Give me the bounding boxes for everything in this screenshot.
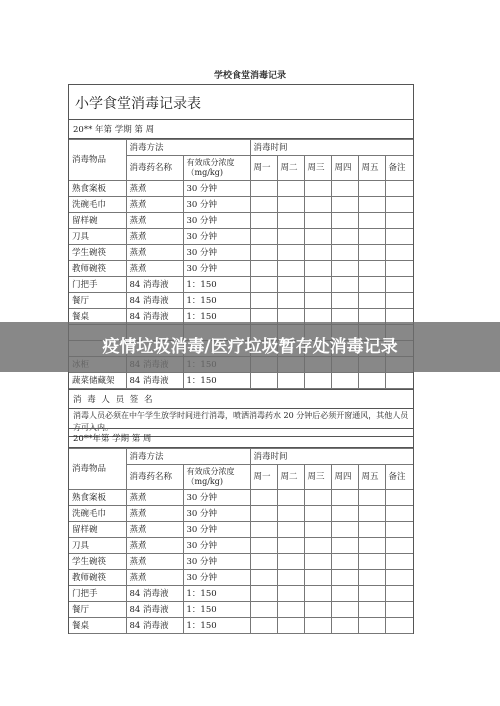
header-method: 消毒方法 [126,140,250,156]
day-cell [385,181,413,197]
agent-cell: 蒸煮 [126,538,183,554]
day-cell [277,213,304,229]
day-cell [304,570,331,586]
day-cell [304,213,331,229]
table-row [69,570,413,586]
item-cell: 熟食案板 [69,490,126,506]
item-cell: 洗碗毛巾 [69,506,126,522]
header-agent: 消毒药名称 [126,156,183,181]
day-cell [304,181,331,197]
disinfection-sheet-1 [68,84,414,437]
day-cell [304,554,331,570]
day-cell [277,261,304,277]
header-day: 周一 [250,156,277,181]
day-cell [331,245,358,261]
agent-cell: 蒸煮 [126,261,183,277]
header-concentration: 有效成分浓度（mg/kg) [183,465,250,490]
item-cell: 餐厅 [69,293,126,309]
agent-cell: 蒸煮 [126,181,183,197]
agent-cell: 蒸煮 [126,554,183,570]
header-day: 周五 [358,465,385,490]
day-cell [331,261,358,277]
agent-cell: 84 消毒液 [126,586,183,602]
day-cell [385,554,413,570]
disinfection-note: 消毒人员必须在中午学生放学时间进行消毒，喷洒消毒药水 20 分钟后必须开窗通风，其他人员方可入内。 [73,411,409,432]
value-cell: 1：150 [183,309,250,325]
day-cell [250,522,277,538]
day-cell [385,506,413,522]
day-cell [304,245,331,261]
table-row [69,261,413,277]
day-cell [331,538,358,554]
header-item: 消毒物品 [69,140,126,181]
disinfection-sheet-2 [68,428,414,634]
item-cell: 教师碗筷 [69,261,126,277]
day-cell [304,373,331,389]
watermark-banner [0,322,500,372]
day-cell [250,586,277,602]
week-line: 20**年第 学期 第 周 [69,429,413,448]
value-cell: 30 分钟 [183,522,250,538]
day-cell [385,602,413,618]
day-cell [358,213,385,229]
table-row [69,586,413,602]
value-cell: 1：150 [183,618,250,634]
agent-cell: 蒸煮 [126,522,183,538]
day-cell [385,490,413,506]
day-cell [277,293,304,309]
day-cell [331,618,358,634]
header-day: 周四 [331,156,358,181]
header-time: 消毒时间 [250,140,413,156]
day-cell [358,522,385,538]
item-cell: 餐厅 [69,602,126,618]
agent-cell: 蒸煮 [126,213,183,229]
table-row [69,522,413,538]
day-cell [250,261,277,277]
day-cell [277,229,304,245]
day-cell [358,602,385,618]
day-cell [250,554,277,570]
agent-cell: 84 消毒液 [126,293,183,309]
day-cell [331,277,358,293]
day-cell [277,197,304,213]
value-cell: 30 分钟 [183,554,250,570]
day-cell [331,197,358,213]
day-cell [304,197,331,213]
header-concentration: 有效成分浓度（mg/kg) [183,156,250,181]
day-cell [358,293,385,309]
day-cell [358,554,385,570]
value-cell: 30 分钟 [183,261,250,277]
day-cell [304,261,331,277]
day-cell [331,181,358,197]
agent-cell: 84 消毒液 [126,618,183,634]
banner-text: 疫情垃圾消毒/医疗垃圾暂存处消毒记录 [102,337,398,357]
table-row [69,245,413,261]
day-cell [358,618,385,634]
agent-cell: 84 消毒液 [126,309,183,325]
day-cell [277,373,304,389]
value-cell: 1：150 [183,373,250,389]
day-cell [250,373,277,389]
day-cell [277,570,304,586]
day-cell [277,554,304,570]
day-cell [358,538,385,554]
day-cell [331,570,358,586]
table-row [69,181,413,197]
day-cell [250,245,277,261]
day-cell [250,602,277,618]
table-row [69,506,413,522]
day-cell [250,229,277,245]
day-cell [331,373,358,389]
day-cell [277,277,304,293]
item-cell: 学生碗筷 [69,245,126,261]
week-line: 20** 年第 学期 第 周 [69,120,413,139]
value-cell: 30 分钟 [183,506,250,522]
agent-cell: 84 消毒液 [126,373,183,389]
item-cell: 餐桌 [69,309,126,325]
value-cell: 30 分钟 [183,181,250,197]
header-remark: 备注 [385,156,413,181]
day-cell [250,490,277,506]
day-cell [250,213,277,229]
day-cell [277,506,304,522]
table-row [69,602,413,618]
agent-cell: 蒸煮 [126,490,183,506]
day-cell [385,277,413,293]
value-cell: 1：150 [183,586,250,602]
agent-cell: 84 消毒液 [126,602,183,618]
day-cell [331,229,358,245]
item-cell: 教师碗筷 [69,570,126,586]
table-row [69,229,413,245]
day-cell [331,490,358,506]
table-row [69,490,413,506]
day-cell [250,197,277,213]
value-cell: 30 分钟 [183,538,250,554]
item-cell: 刀具 [69,538,126,554]
day-cell [304,618,331,634]
header-agent: 消毒药名称 [126,465,183,490]
agent-cell: 蒸煮 [126,229,183,245]
day-cell [358,197,385,213]
item-cell: 餐桌 [69,618,126,634]
day-cell [385,522,413,538]
table-row [69,277,413,293]
item-cell: 学生碗筷 [69,554,126,570]
day-cell [385,197,413,213]
item-cell: 门把手 [69,586,126,602]
day-cell [358,570,385,586]
value-cell: 1：150 [183,293,250,309]
day-cell [277,538,304,554]
day-cell [385,245,413,261]
header-time: 消毒时间 [250,449,413,465]
item-cell: 留样碗 [69,522,126,538]
table-row [69,618,413,634]
day-cell [358,277,385,293]
item-cell: 留样碗 [69,213,126,229]
day-cell [358,229,385,245]
day-cell [385,261,413,277]
agent-cell: 蒸煮 [126,197,183,213]
header-method: 消毒方法 [126,449,250,465]
day-cell [277,618,304,634]
day-cell [250,181,277,197]
header-day: 周三 [304,156,331,181]
day-cell [385,618,413,634]
agent-cell: 84 消毒液 [126,277,183,293]
header-remark: 备注 [385,465,413,490]
item-cell: 刀具 [69,229,126,245]
day-cell [277,522,304,538]
day-cell [250,538,277,554]
day-cell [250,293,277,309]
value-cell: 30 分钟 [183,213,250,229]
item-cell: 蔬菜储藏架 [69,373,126,389]
item-cell: 洗碗毛巾 [69,197,126,213]
day-cell [304,586,331,602]
day-cell [304,277,331,293]
day-cell [304,538,331,554]
value-cell: 30 分钟 [183,245,250,261]
value-cell: 1：150 [183,277,250,293]
day-cell [304,229,331,245]
header-item: 消毒物品 [69,449,126,490]
header-day: 周一 [250,465,277,490]
day-cell [250,618,277,634]
day-cell [385,293,413,309]
table-row [69,373,413,389]
day-cell [385,373,413,389]
header-day: 周四 [331,465,358,490]
day-cell [277,490,304,506]
day-cell [304,293,331,309]
item-cell: 熟食案板 [69,181,126,197]
table-title: 小学食堂消毒记录表 [69,85,413,120]
day-cell [331,213,358,229]
header-day: 周二 [277,156,304,181]
table-row [69,197,413,213]
table-row [69,213,413,229]
day-cell [358,373,385,389]
day-cell [250,277,277,293]
day-cell [385,213,413,229]
day-cell [358,586,385,602]
day-cell [331,293,358,309]
day-cell [358,261,385,277]
day-cell [304,506,331,522]
day-cell [385,538,413,554]
day-cell [277,586,304,602]
day-cell [358,181,385,197]
day-cell [358,490,385,506]
day-cell [385,570,413,586]
table-row [69,293,413,309]
document-title: 学校食堂消毒记录 [213,71,286,81]
day-cell [304,602,331,618]
table-body-2 [69,490,413,634]
day-cell [277,181,304,197]
day-cell [331,522,358,538]
day-cell [331,506,358,522]
table-row [69,538,413,554]
day-cell [304,522,331,538]
agent-cell: 蒸煮 [126,506,183,522]
value-cell: 1：150 [183,602,250,618]
day-cell [385,229,413,245]
day-cell [331,586,358,602]
day-cell [277,602,304,618]
day-cell [250,506,277,522]
day-cell [331,554,358,570]
day-cell [304,490,331,506]
table-row [69,554,413,570]
header-day: 周三 [304,465,331,490]
record-table-2 [69,448,413,634]
day-cell [358,245,385,261]
agent-cell: 蒸煮 [126,245,183,261]
value-cell: 30 分钟 [183,570,250,586]
header-day: 周五 [358,156,385,181]
day-cell [385,586,413,602]
day-cell [250,570,277,586]
value-cell: 30 分钟 [183,490,250,506]
header-day: 周二 [277,465,304,490]
value-cell: 30 分钟 [183,197,250,213]
signature-line: 消 毒 人 员 签 名 [69,389,413,409]
day-cell [277,245,304,261]
day-cell [358,506,385,522]
day-cell [331,602,358,618]
value-cell: 30 分钟 [183,229,250,245]
agent-cell: 蒸煮 [126,570,183,586]
item-cell: 门把手 [69,277,126,293]
